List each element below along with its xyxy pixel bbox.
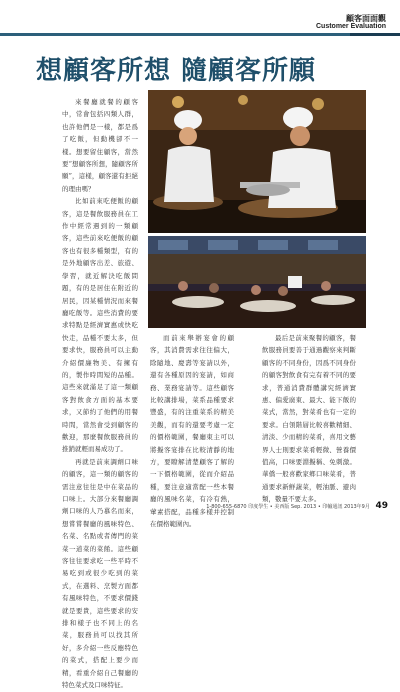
article-column-1 [62,96,138,692]
paragraph: 而前來舉辦宴會的顧客，其消費需求往往偏大，除隨地、慶壽等宴請以外，還有各種原因的宴請，如商務、業務宴請等。這些顧客比較講排場，菜系品種要求豐盛，有的注重菜系的精美美觀，而有的還要考慮一定的價格範圍，餐廳東主可以將擬客宴排在比較清靜的地方，要瞭解清楚顧客了解的一下價格範圍，從而介紹品種，要注意適當配一些本餐廳的風味名菜，有冷有熱，葷素搭配，品種多樣并控制在價格範圍內。 [150,334,234,529]
section-tag-english: Customer Evaluation [315,23,386,30]
page-footer [206,501,388,511]
dining-room-illustration [148,236,366,328]
footer-text: 1-800-655-6870 印度學生 • 美西版 Sep. 2013 • 印輸通訊 2013年9月 [206,504,370,510]
paragraph: 來餐廳就餐的顧客中，常會包括四類人群，也許他們是一樣，都是爲了吃飯，但動機卻不一樣。想要留住顧客，當然要“想顧客所想，隨顧客所願”，這樣，顧客還有拒絕的理由嗎？ [62,98,138,193]
section-tag-chinese: 顧客面面觀 [346,14,386,23]
paragraph: 比如前來吃便飯的顧客，這是餐飲服務員在工作中經常遇到的一類顧客，這些前來吃便飯的顧客也有很多種類型，有的是外地顧客出差、旅遊、學習，就近解決吃飯問題，有的是居住在附近的居民，因某種情況而來餐廳吃飯等。這些消費的要求特點是經濟實惠或快吃快走，品種不要太多，但要求快，服務員可以主動介紹價廉物美、有擁有的，製作時間短的品種。這些來就滿足了這一類顧客對飲食方面的基本要求，又節約了他們的用餐時間，當然會受到顧客的歡迎，那麼餐飲服務員的推銷就輕而易成功了。 [62,197,138,454]
paragraph: 最后是前來聚餐的顧客，餐飲服務員要善于通過觀察來判斷顧客的不同身份，因爲不同身份的顧客對飲食有完有着不同的要求，普通消費群體講究經濟實惠、偏愛廣東、最大、能下飯的菜式，當然，對菜肴也有一定的要求。白領階層比較喜歡精細、清淡、少而精的菜肴，喜用文藝界人士則要求菜肴輕微、營養價值高，口味要淵擬稱、免刺激。華僑一般喜歡家鄉口味菜肴，普通要求新鮮蔬菜，輕油脈、避肉類，數量不要太多。 [262,334,356,504]
paragraph: 再就是前來調劑口味的顧客，這一類的顧客的需注意往往是中在菜品的口味上。大部分來餐廳調劑口味的人乃慕名而來，想嘗嘗餐廳的風味特色、名菜、名點或者傳門的菜菜一道菜的菜餚。這些顧客往往要求吃一些平時不易吃到或很少吃到的菜式，在選料、烹製方面都有風味特色，不要求價錢就是要貴，這些要求的安排和樣子也不同上的名菜，服務員可以找其所好，多介紹一些反應特色的菜式，搭配上要少而精，看重介紹自己餐廳的特色菜式及口味特征。 [62,457,138,690]
chefs-cooking-illustration [148,90,366,233]
article-column-3 [262,332,356,506]
chefs-cooking-photo [148,90,366,233]
article-headline: 想顧客所想 隨顧客所願 [36,56,317,86]
page-number: 49 [375,501,388,511]
header-rule-accent [350,33,400,36]
restaurant-dining-room-photo [148,236,366,328]
header-rule [0,33,400,36]
